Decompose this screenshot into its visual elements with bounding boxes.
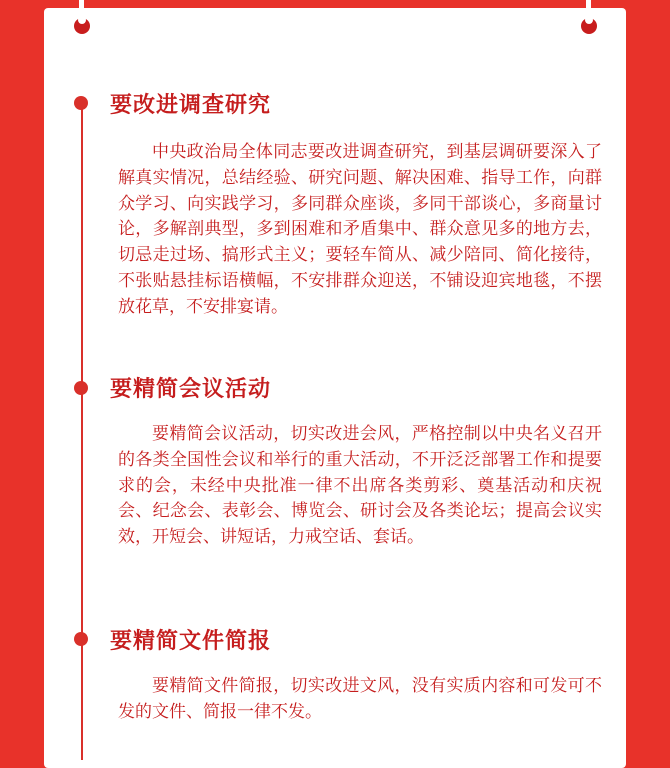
section-body-2: 要精简会议活动，切实改进会风，严格控制以中央名义召开的各类全国性会议和举行的重大活动，不开泛泛部署工作和提要求的会，未经中央批准一律不出席各类剪彩、奠基活动和庆祝会、纪念会、表彰会、博览会、研讨会及各类论坛；提高会议实效，开短会、讲短话，力戒空话、套话。 bbox=[118, 424, 602, 548]
timeline-line bbox=[81, 100, 83, 760]
section-body-3: 要精简文件简报，切实改进文风，没有实质内容和可发可不发的文件、简报一律不发。 bbox=[118, 676, 602, 722]
timeline-dot-3 bbox=[74, 632, 88, 646]
section-body-1: 中央政治局全体同志要改进调查研究，到基层调研要深入了解真实情况，总结经验、研究问题、解决困难、指导工作，向群众学习、向实践学习，多同群众座谈，多同干部谈心，多商量讨论，多解剖典型，多到困难和矛盾集中、群众意见多的地方去，切忌走过场、搞形式主义；要轻车简从、减少陪同、简化接待，不张贴悬挂标语横幅，不安排群众迎送，不铺设迎宾地毯，不摆放花草，不安排宴请。 bbox=[118, 142, 602, 317]
hanger-right bbox=[586, 0, 591, 16]
section-heading-1: 要改进调查研究 bbox=[110, 92, 272, 118]
hanger-ring-left bbox=[74, 18, 90, 34]
timeline-dot-1 bbox=[74, 96, 88, 110]
timeline-dot-2 bbox=[74, 381, 88, 395]
hanger-ring-right bbox=[581, 18, 597, 34]
section-heading-3: 要精简文件简报 bbox=[110, 628, 272, 654]
section-heading-2: 要精简会议活动 bbox=[110, 376, 272, 402]
hanger-left bbox=[79, 0, 84, 16]
